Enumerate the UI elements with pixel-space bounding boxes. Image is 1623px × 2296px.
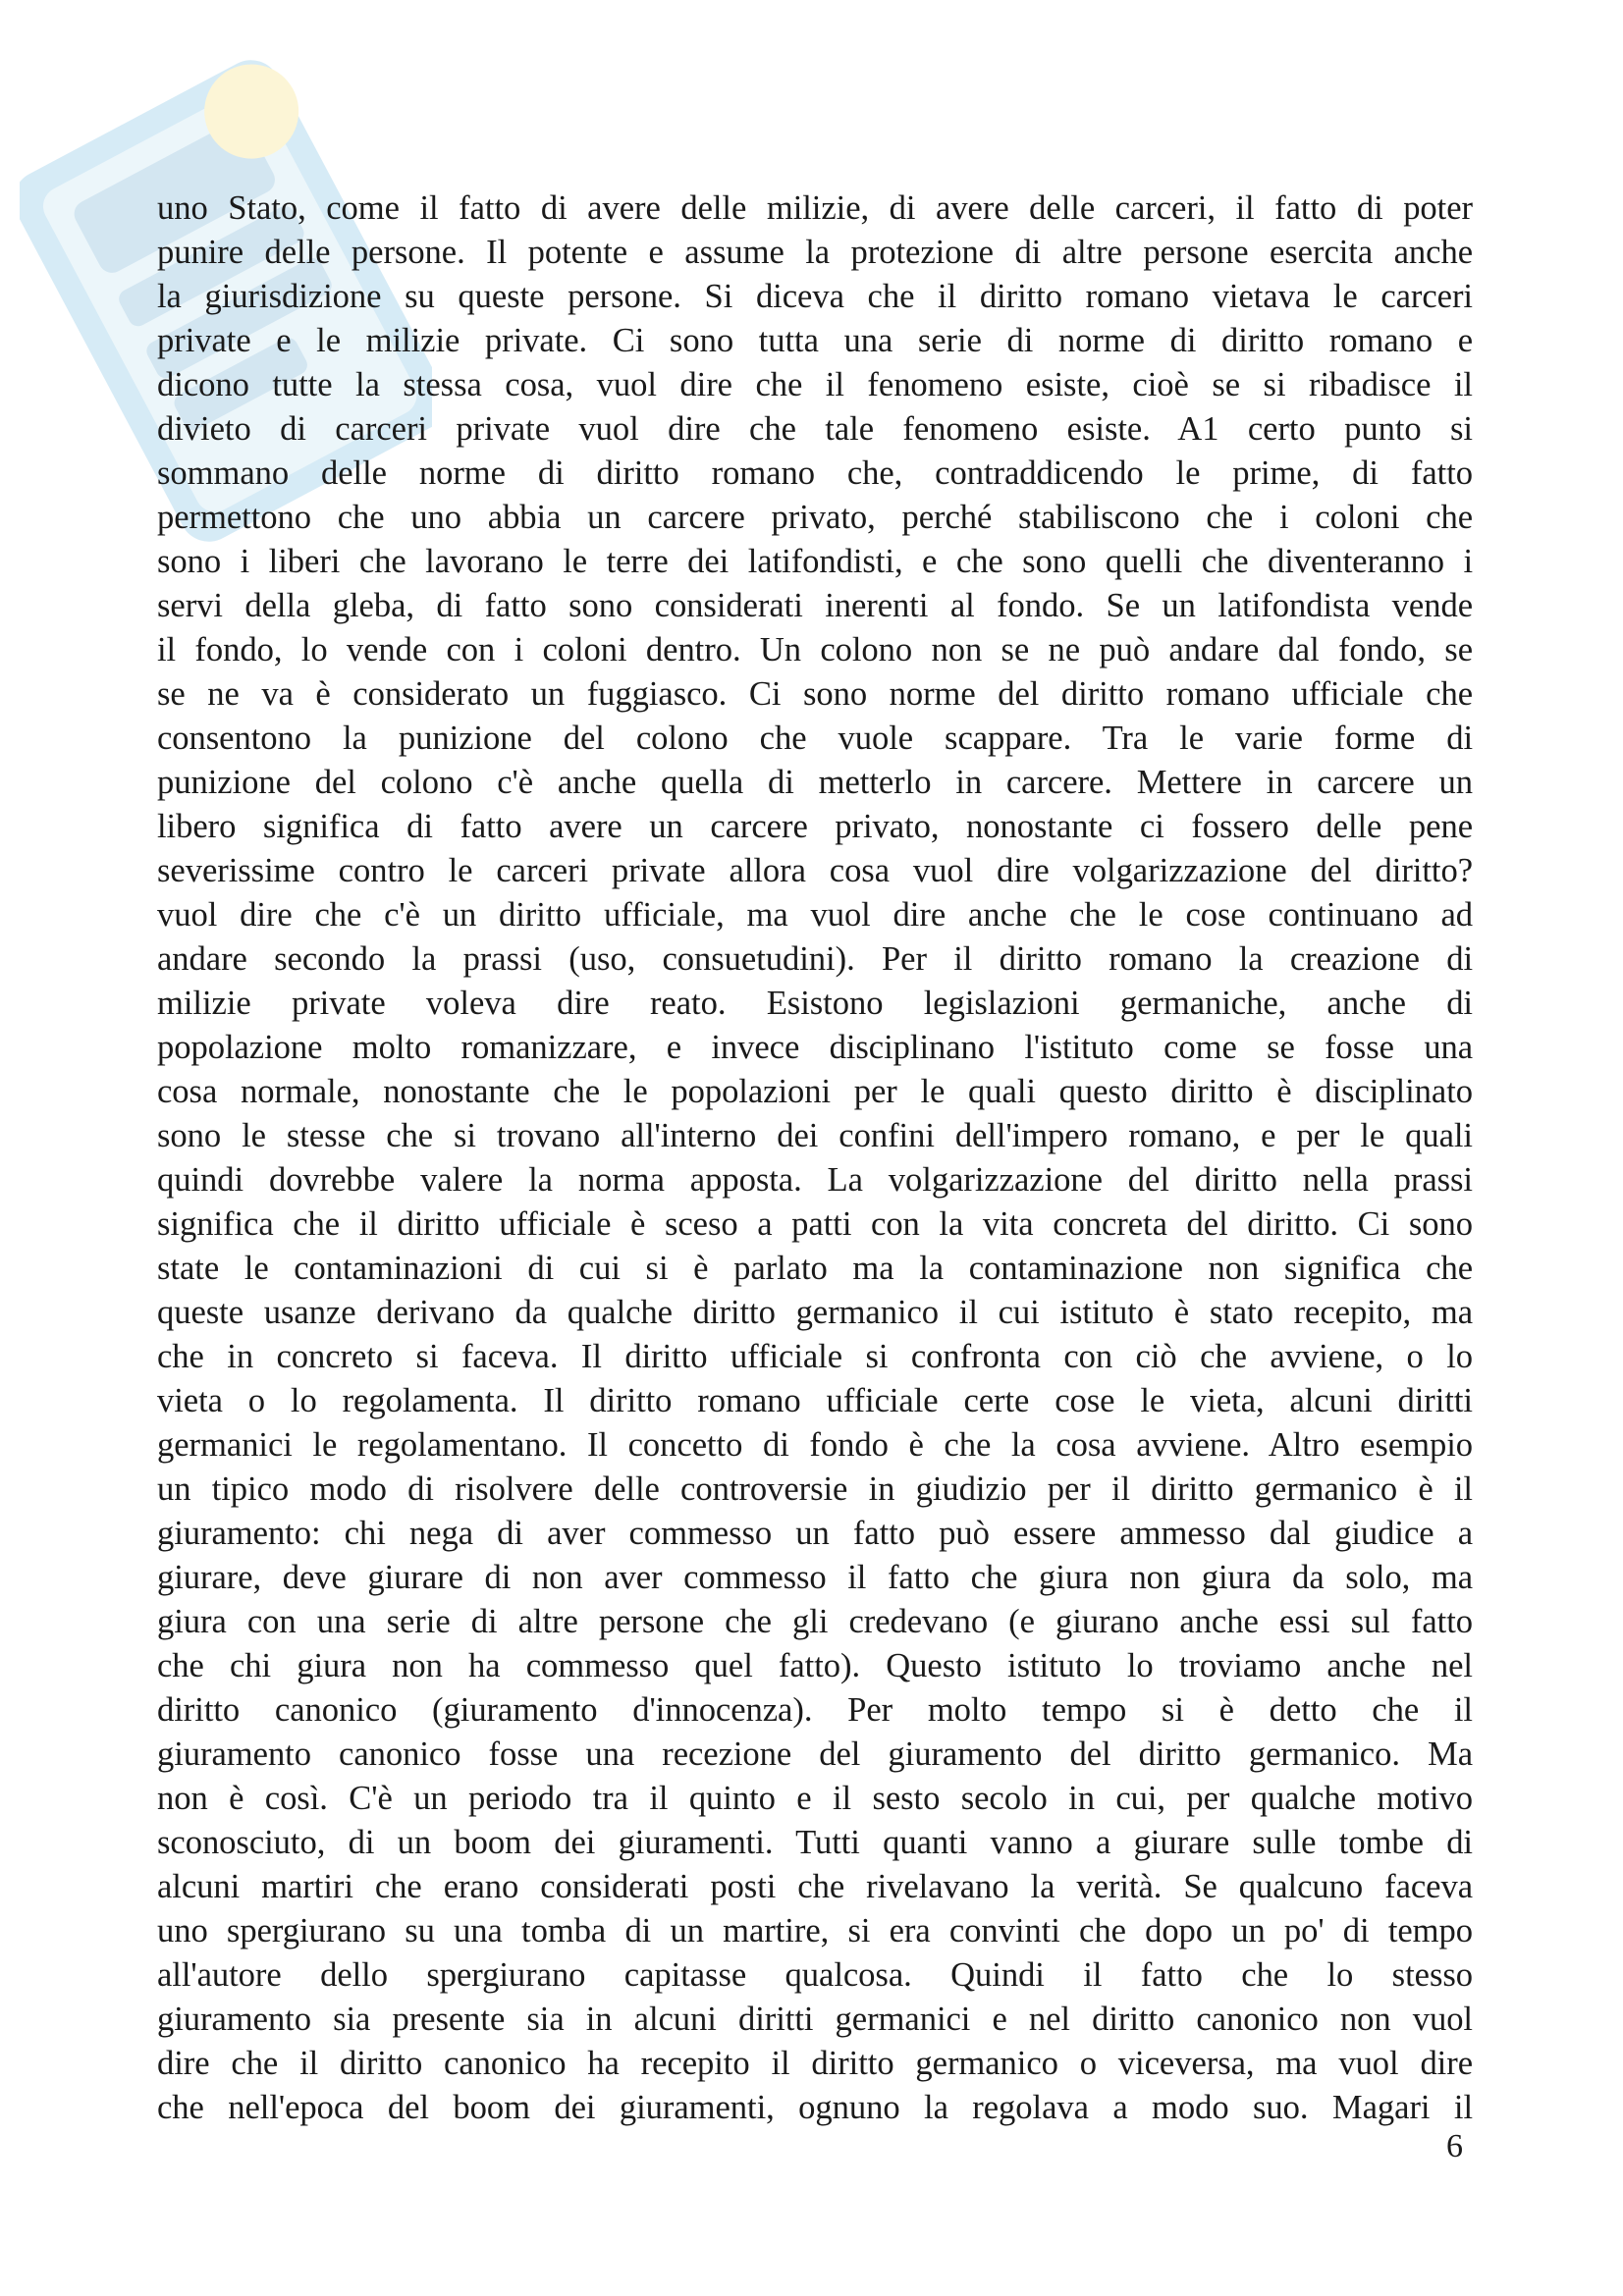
text-line: punizione del colono c'è anche quella di metterlo in carcere. Mettere in carcere un (157, 764, 1473, 801)
text-line: severissime contro le carceri private allora cosa vuol dire volgarizzazione del diritto? (157, 852, 1473, 889)
text-line: che chi giura non ha commesso quel fatto). Questo istituto lo troviamo anche nel (157, 1647, 1473, 1684)
text-line: alcuni martiri che erano considerati posti che rivelavano la verità. Se qualcuno faceva (157, 1868, 1473, 1905)
text-line: divieto di carceri private vuol dire che tale fenomeno esiste. A1 certo punto si (157, 410, 1473, 448)
text-line: non è così. C'è un periodo tra il quinto e il sesto secolo in cui, per qualche motivo (157, 1780, 1473, 1817)
text-line: il fondo, lo vende con i coloni dentro. Un colono non se ne può andare dal fondo, se (157, 631, 1473, 668)
text-line: vieta o lo regolamenta. Il diritto romano ufficiale certe cose le vieta, alcuni diritti (157, 1382, 1473, 1419)
text-line: private e le milizie private. Ci sono tutta una serie di norme di diritto romano e (157, 322, 1473, 359)
text-line: giura con una serie di altre persone che gli credevano (e giurano anche essi sul fatto (157, 1603, 1473, 1640)
text-line: sono i liberi che lavorano le terre dei latifondisti, e che sono quelli che diventeranno i (157, 543, 1473, 580)
text-line: milizie private voleva dire reato. Esistono legislazioni germaniche, anche di (157, 985, 1473, 1022)
page-number: 6 (1446, 2128, 1463, 2164)
text-line: giuramento sia presente sia in alcuni diritti germanici e nel diritto canonico non vuol (157, 2001, 1473, 2038)
text-line: significa che il diritto ufficiale è sceso a patti con la vita concreta del diritto. Ci sono (157, 1205, 1473, 1243)
text-line: libero significa di fatto avere un carcere privato, nonostante ci fossero delle pene (157, 808, 1473, 845)
text-line: dire che il diritto canonico ha recepito il diritto germanico o viceversa, ma vuol dire (157, 2045, 1473, 2082)
text-line: quindi dovrebbe valere la norma apposta. La volgarizzazione del diritto nella prassi (157, 1161, 1473, 1199)
text-line: se ne va è considerato un fuggiasco. Ci sono norme del diritto romano ufficiale che (157, 675, 1473, 713)
text-line: sommano delle norme di diritto romano che, contraddicendo le prime, di fatto (157, 454, 1473, 492)
text-line: permettono che uno abbia un carcere privato, perché stabiliscono che i coloni che (157, 499, 1473, 536)
text-line: popolazione molto romanizzare, e invece disciplinano l'istituto come se fosse una (157, 1029, 1473, 1066)
text-line: consentono la punizione del colono che vuole scappare. Tra le varie forme di (157, 720, 1473, 757)
text-line: sconosciuto, di un boom dei giuramenti. Tutti quanti vanno a giurare sulle tombe di (157, 1824, 1473, 1861)
text-line: vuol dire che c'è un diritto ufficiale, ma vuol dire anche che le cose continuano ad (157, 896, 1473, 934)
text-line: all'autore dello spergiurano capitasse qualcosa. Quindi il fatto che lo stesso (157, 1956, 1473, 1994)
text-line: germanici le regolamentano. Il concetto di fondo è che la cosa avviene. Altro esempio (157, 1426, 1473, 1464)
text-line: giuramento: chi nega di aver commesso un fatto può essere ammesso dal giudice a (157, 1515, 1473, 1552)
text-line: cosa normale, nonostante che le popolazioni per le quali questo diritto è disciplinato (157, 1073, 1473, 1110)
text-line: uno Stato, come il fatto di avere delle milizie, di avere delle carceri, il fatto di poter (157, 189, 1473, 227)
text-line: dicono tutte la stessa cosa, vuol dire che il fenomeno esiste, cioè se si ribadisce il (157, 366, 1473, 403)
text-line: la giurisdizione su queste persone. Si diceva che il diritto romano vietava le carceri (157, 278, 1473, 315)
text-line: state le contaminazioni di cui si è parlato ma la contaminazione non significa che (157, 1250, 1473, 1287)
text-line: un tipico modo di risolvere delle controversie in giudizio per il diritto germanico è il (157, 1470, 1473, 1508)
text-line: che in concreto si faceva. Il diritto ufficiale si confronta con ciò che avviene, o lo (157, 1338, 1473, 1375)
text-line: che nell'epoca del boom dei giuramenti, ognuno la regolava a modo suo. Magari il (157, 2089, 1473, 2126)
text-line: sono le stesse che si trovano all'interno dei confini dell'impero romano, e per le quali (157, 1117, 1473, 1154)
text-line: giuramento canonico fosse una recezione del giuramento del diritto germanico. Ma (157, 1735, 1473, 1773)
text-line: uno spergiurano su una tomba di un martire, si era convinti che dopo un po' di tempo (157, 1912, 1473, 1949)
text-line: giurare, deve giurare di non aver commesso il fatto che giura non giura da solo, ma (157, 1559, 1473, 1596)
text-line: punire delle persone. Il potente e assume la protezione di altre persone esercita anche (157, 234, 1473, 271)
text-line: queste usanze derivano da qualche diritto germanico il cui istituto è stato recepito, ma (157, 1294, 1473, 1331)
text-line: servi della gleba, di fatto sono considerati inerenti al fondo. Se un latifondista vende (157, 587, 1473, 624)
document-body (157, 187, 1473, 2130)
text-line: diritto canonico (giuramento d'innocenza). Per molto tempo si è detto che il (157, 1691, 1473, 1729)
text-line: andare secondo la prassi (uso, consuetudini). Per il diritto romano la creazione di (157, 940, 1473, 978)
